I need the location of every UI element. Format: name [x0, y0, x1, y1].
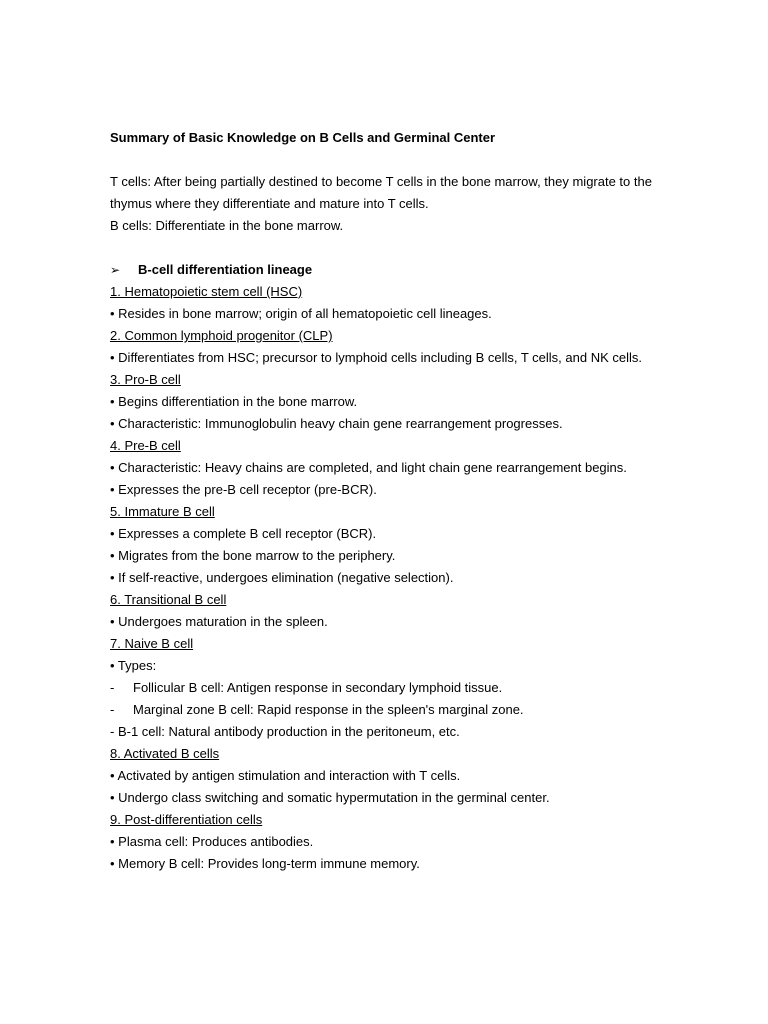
- document-page: [110, 127, 658, 875]
- bullet-item: • Activated by antigen stimulation and interaction with T cells.: [110, 768, 461, 783]
- bullet-item: • Resides in bone marrow; origin of all hematopoietic cell lineages.: [110, 306, 492, 321]
- dash-item-text: Marginal zone B cell: Rapid response in the spleen's marginal zone.: [133, 702, 524, 717]
- bullet-item: • Begins differentiation in the bone marrow.: [110, 394, 358, 409]
- intro-b-cells: B cells: Differentiate in the bone marrow.: [110, 218, 344, 233]
- step-title-activated-b: 8. Activated B cells: [110, 746, 220, 761]
- bullet-item: • Migrates from the bone marrow to the periphery.: [110, 548, 396, 563]
- bullet-item: • Differentiates from HSC; precursor to lymphoid cells including B cells, T cells, and NK cells.: [110, 350, 642, 365]
- step-title-naive-b: 7. Naive B cell: [110, 636, 194, 651]
- step-title-post-differentiation: 9. Post-differentiation cells: [110, 812, 263, 827]
- bullet-item: • Plasma cell: Produces antibodies.: [110, 834, 314, 849]
- dash-marker: -: [110, 680, 115, 695]
- dash-item-follicular: [110, 677, 658, 699]
- section-heading: [110, 259, 658, 281]
- bullet-item: • Characteristic: Immunoglobulin heavy chain gene rearrangement progresses.: [110, 416, 563, 431]
- spacer: [110, 237, 658, 259]
- bullet-item: • Expresses the pre-B cell receptor (pre-BCR).: [110, 482, 377, 497]
- bullet-item: • Expresses a complete B cell receptor (BCR).: [110, 526, 377, 541]
- b1-cell-item: - B-1 cell: Natural antibody production in the peritoneum, etc.: [110, 724, 460, 739]
- spacer: [110, 149, 658, 171]
- step-title-pro-b: 3. Pro-B cell: [110, 372, 181, 387]
- step-title-transitional-b: 6. Transitional B cell: [110, 592, 227, 607]
- step-title-hsc: 1. Hematopoietic stem cell (HSC): [110, 284, 303, 299]
- bullet-item: • Undergo class switching and somatic hypermutation in the germinal center.: [110, 790, 550, 805]
- document-title: Summary of Basic Knowledge on B Cells and Germinal Center: [110, 130, 496, 145]
- bullet-item: • Types:: [110, 658, 157, 673]
- dash-item-text: Follicular B cell: Antigen response in secondary lymphoid tissue.: [133, 680, 503, 695]
- bullet-item: • Undergoes maturation in the spleen.: [110, 614, 328, 629]
- bullet-item: • If self-reactive, undergoes elimination (negative selection).: [110, 570, 454, 585]
- step-title-immature-b: 5. Immature B cell: [110, 504, 215, 519]
- intro-t-cells: T cells: After being partially destined to become T cells in the bone marrow, they migrate to the thymus where they differentiate and mature into T cells.: [110, 174, 652, 211]
- dash-item-marginal-zone: [110, 699, 658, 721]
- arrow-bullet-icon: ➢: [110, 263, 121, 277]
- step-title-clp: 2. Common lymphoid progenitor (CLP): [110, 328, 333, 343]
- step-title-pre-b: 4. Pre-B cell: [110, 438, 181, 453]
- section-heading-text: B-cell differentiation lineage: [138, 262, 313, 277]
- bullet-item: • Characteristic: Heavy chains are completed, and light chain gene rearrangement begins.: [110, 460, 627, 475]
- bullet-item: • Memory B cell: Provides long-term immune memory.: [110, 856, 420, 871]
- dash-marker: -: [110, 702, 115, 717]
